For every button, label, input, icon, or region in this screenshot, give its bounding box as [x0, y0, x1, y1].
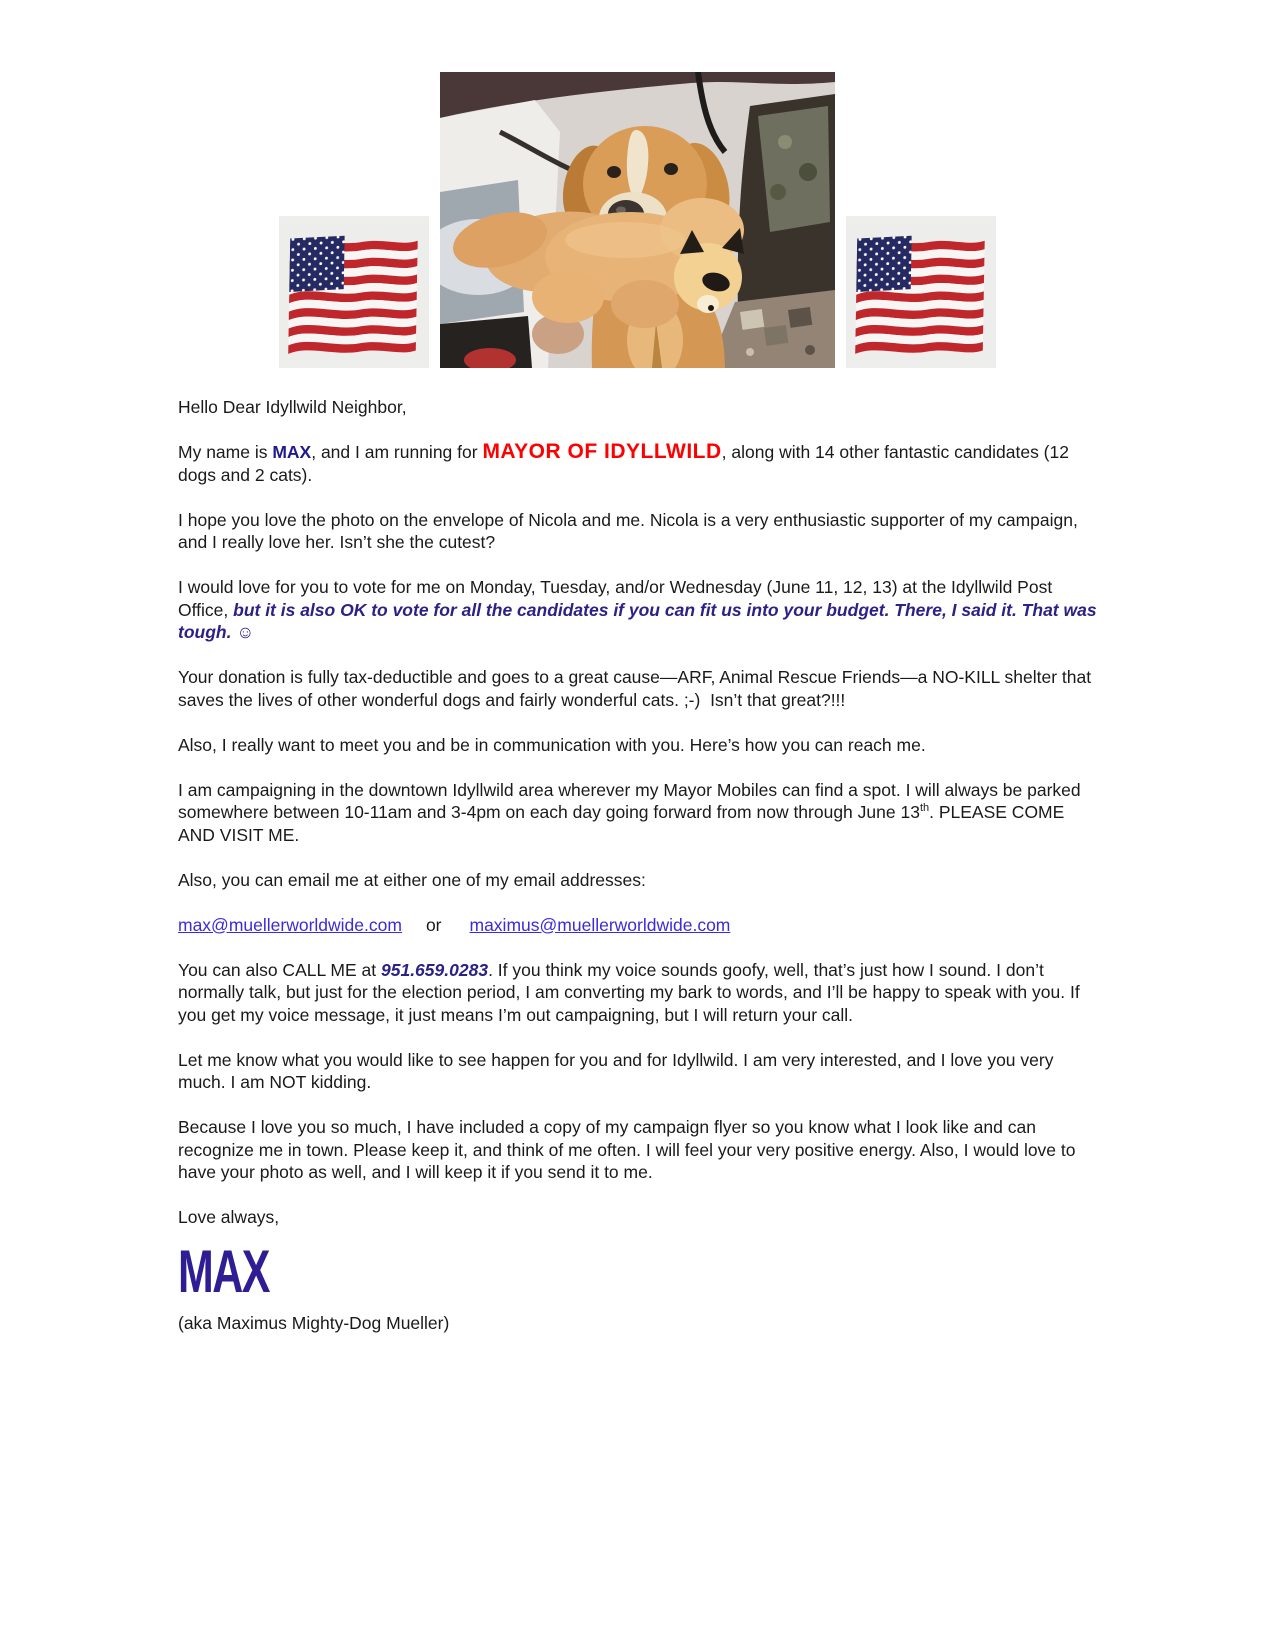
max-name-text: MAX — [272, 442, 312, 462]
intro-paragraph — [178, 441, 1105, 486]
american-flag-left-image — [279, 216, 429, 368]
office-title-text: MAYOR OF IDYLLWILD — [482, 440, 722, 463]
or-separator: or — [425, 914, 442, 935]
email-intro-text: Also, you can email me at either one of my email addresses: — [178, 869, 646, 890]
vote-emphasis-text: but it is also OK to vote for all the candidates if you can fit us into your budget. There, I said it. That was tough. — [178, 599, 1102, 642]
ordinal-superscript: th — [919, 802, 930, 815]
photo-paragraph-text: I hope you love the photo on the envelope of Nicola and me. Nicola is a very enthusiastic supporter of my campaign, and I really love her. Isn’t she the cutest? — [178, 509, 1083, 552]
smiley-icon: ☺ — [236, 622, 255, 642]
intro-pre-text: My name is — [178, 442, 273, 462]
vote-pre-text: I would love for you to vote for me on Monday, Tuesday, and/or Wednesday (June 11, 12, 13) at the Idyllwild Post Office, — [178, 577, 1058, 620]
call-pre-text: You can also CALL ME at — [178, 959, 381, 980]
meet-paragraph — [178, 734, 1105, 757]
campaign-pre-text: I am campaigning in the downtown Idyllwild area wherever my Mayor Mobiles can find a spot. I will always be parked somewhere between 10-11am and 3-4pm on each day going forward from now through June 13 — [178, 779, 1086, 822]
letter-body — [178, 396, 1105, 1334]
american-flag-right-image — [846, 216, 996, 368]
closing-text — [178, 1206, 1105, 1229]
vote-paragraph — [178, 576, 1105, 644]
signature-text: MAX — [178, 1237, 269, 1306]
phone-number-text: 951.659.0283 — [381, 959, 489, 980]
email-link-2[interactable]: maximus@muellerworldwide.com — [469, 914, 731, 935]
intro-mid-text: , and I am running for — [311, 442, 483, 462]
email-intro-paragraph — [178, 869, 1105, 892]
photo-paragraph — [178, 509, 1105, 554]
closing-line: Love always, — [178, 1207, 280, 1227]
header-image-row — [0, 0, 1275, 368]
greeting-line: Hello Dear Idyllwild Neighbor, — [178, 397, 407, 417]
call-paragraph — [178, 959, 1105, 1027]
greeting-text — [178, 396, 1105, 419]
flyer-paragraph — [178, 1116, 1105, 1184]
email-links-line — [178, 914, 1105, 937]
flyer-paragraph-text: Because I love you so much, I have included a copy of my campaign flyer so you know what I look like and can recognize me in town. Please keep it, and think of me often. I will feel your very positive energy. Also, I would love to have your photo as well, and I will keep it if you send it to me. — [178, 1117, 1081, 1182]
signature-caption: (aka Maximus Mighty-Dog Mueller) — [178, 1312, 450, 1333]
email-link-1[interactable]: max@muellerworldwide.com — [178, 914, 402, 935]
feedback-paragraph — [178, 1049, 1105, 1094]
signature-block — [178, 1237, 1105, 1334]
campaign-paragraph — [178, 779, 1105, 847]
dog-photo-image — [440, 72, 835, 368]
meet-paragraph-text: Also, I really want to meet you and be in communication with you. Here’s how you can reach me. — [178, 734, 926, 755]
donation-paragraph-text: Your donation is fully tax-deductible and goes to a great cause—ARF, Animal Rescue Friends—a NO-KILL shelter that saves the lives of other wonderful dogs and fairly wonderful cats. ;-) Isn’t that great?!!! — [178, 667, 1096, 710]
feedback-paragraph-text: Let me know what you would like to see happen for you and for Idyllwild. I am very interested, and I love you very much. I am NOT kidding. — [178, 1049, 1059, 1092]
donation-paragraph — [178, 666, 1105, 711]
call-post-text: . If you think my voice sounds goofy, well, that’s just how I sound. I don’t normally talk, but just for the election period, I am converting my bark to words, and I’ll be happy to speak with you. If you get my voice message, it just means I’m out campaigning, but I will return your call. — [178, 959, 1085, 1025]
intro-post-text: , along with 14 other fantastic candidates (12 dogs and 2 cats). — [178, 442, 1074, 485]
campaign-post-text: . PLEASE COME AND VISIT ME. — [178, 802, 1069, 845]
